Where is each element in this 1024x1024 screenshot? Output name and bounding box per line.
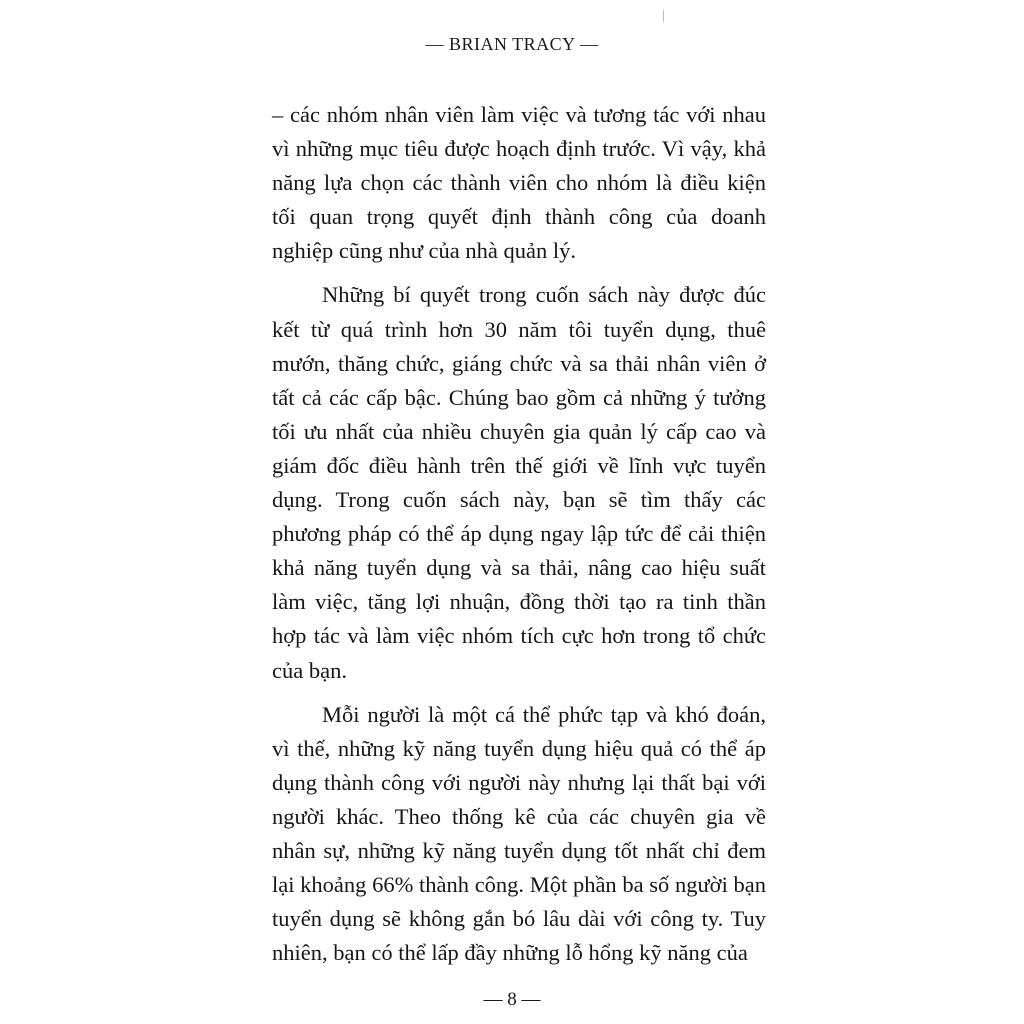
paragraph-2: Những bí quyết trong cuốn sách này được đúc kết từ quá trình hơn 30 năm tôi tuyển dụng, thuê mướn, thăng chức, giáng chức và sa thải nhân viên ở tất cả các cấp bậc. Chúng bao gồm cả những ý tưởng tối ưu nhất của nhiều chuyên gia quản lý cấp cao và giám đốc điều hành trên thế giới về lĩnh vực tuyển dụng. Trong cuốn sách này, bạn sẽ tìm thấy các phương pháp có thể áp dụng ngay lập tức để cải thiện khả năng tuyển dụng và sa thải, nâng cao hiệu suất làm việc, tăng lợi nhuận, đồng thời tạo ra tinh thần hợp tác và làm việc nhóm tích cực hơn trong tổ chức của bạn.	[272, 282, 766, 683]
body-text	[272, 98, 766, 980]
running-header-author: — BRIAN TRACY —	[425, 34, 599, 54]
page-number: — 8 —	[483, 989, 541, 1010]
paragraph-1: – các nhóm nhân viên làm việc và tương tác với nhau vì những mục tiêu được hoạch định trước. Vì vậy, khả năng lựa chọn các thành viên cho nhóm là điều kiện tối quan trọng quyết định thành công của doanh nghiệp cũng như của nhà quản lý.	[272, 102, 766, 264]
scan-mark	[663, 10, 664, 22]
paragraph-3: Mỗi người là một cá thể phức tạp và khó đoán, vì thế, những kỹ năng tuyển dụng hiệu quả có thể áp dụng thành công với người này nhưng lại thất bại với người khác. Theo thống kê của các chuyên gia về nhân sự, những kỹ năng tuyển dụng tốt nhất chỉ đem lại khoảng 66% thành công. Một phần ba số người bạn tuyển dụng sẽ không gắn bó lâu dài với công ty. Tuy nhiên, bạn có thể lấp đầy những lỗ hổng kỹ năng của	[272, 701, 766, 966]
